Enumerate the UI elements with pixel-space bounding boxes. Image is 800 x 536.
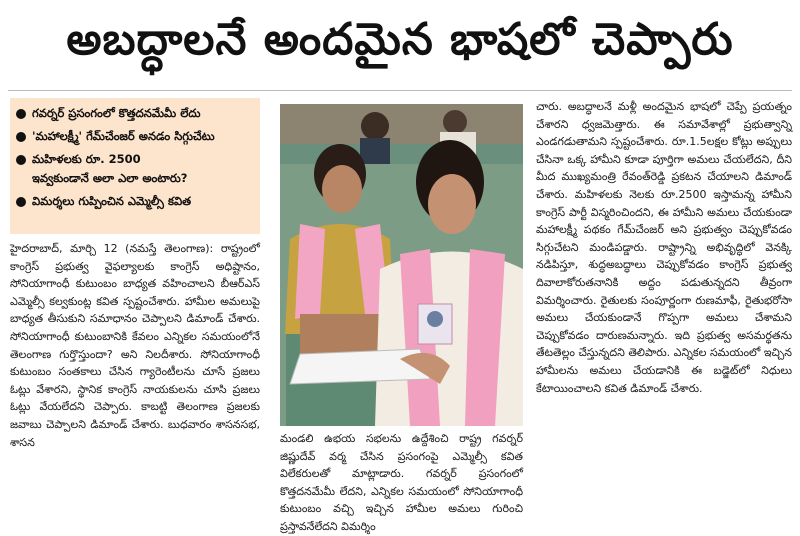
highlight-line: ఇవ్వకుండానే అలా ఎలా అంటారు? xyxy=(32,171,188,185)
highlight-text: 'మహాలక్ష్మీ' గేమ్‌చేంజర్ అనడం సిగ్గుచేటు xyxy=(32,129,215,143)
bullet-icon xyxy=(16,132,26,142)
highlight-item xyxy=(16,127,254,146)
highlight-item xyxy=(16,150,254,188)
article-column-3: చారు. అబద్ధాలనే మళ్లీ అందమైన భాషలో చెప్పే ప్రయత్నం చేశారని ధ్వజమెత్తారు. ఈ సమావేశాల్లో ప్రభుత్వాన్ని ఎండగడుతామని స్పష్టంచేశారు. రూ.1.5లక్షల కోట్లు అప్పులు చేసినా ఒక్క హామీని కూడా పూర్తిగా అమలు చేయలేదని, దీని మీద ముఖ్యమంత్రి రేవంత్‌రెడ్డి ప్రకటన చేయాలని డిమాండ్ చేశారు. మహిళలకు నెలకు రూ.2500 ఇస్తామన్న హామీని కాంగ్రెస్ పార్టీ విస్మరించిందని, ఈ హామీని అమలు చేయకుండా మహాలక్ష్మీ పథకం గేమ్‌చేంజర్ అని ప్రభుత్వం చెప్పుకోవడం సిగ్గుచేటని మండిపడ్డారు. రాష్ట్రాన్ని అభివృద్ధిలో వెనక్కి నడిపిస్తూ, శుద్ధఅబద్ధాలు చెప్పుకోవడం కాంగ్రెస్ ప్రభుత్వ దివాలాకోరుతనానికి అద్దం పడుతున్నదని తీవ్రంగా విమర్శించారు. రైతులకు సంపూర్ణంగా రుణమాఫీ, రైతుభరోసా అమలు చేయకుండానే గొప్పగా అమలు చేశామని చెప్పుకోవడం దారుణమన్నారు. ఇది ప్రభుత్వ అసమర్థతను తేటతెల్లం చేస్తున్నదని తెలిపారు. ఎన్నికల సమయంలో ఇచ్చిన హామీలను అమలు చేయడానికి ఈ బడ్జెట్‌లో నిధులు కేటాయించాలని కవిత డిమాండ్ చేశారు. xyxy=(536,100,792,395)
article-column-1: హైదరాబాద్, మార్చి 12 (నమస్తే తెలంగాణ): రాష్ట్రంలో కాంగ్రెస్ ప్రభుత్వ వైఫల్యాలకు కాంగ్రెస్ అధిష్టానం, సోనియాగాంధీ కుటుంబం బాధ్యత వహించాలని బీఆర్ఎస్ ఎమ్మెల్సీ కల్వకుంట్ల కవిత స్పష్టంచేశారు. హామీల అమలుపై బాధ్యత తీసుకుని సమాధానం చెప్పాలని డిమాండ్ చేశారు. సోనియాగాంధీ కుటుంబానికి కేవలం ఎన్నికల సమయంలోనే తెలంగాణ గుర్తొస్తుందా? అని నిలదీశారు. సోనియాగాంధీ కుటుంబం సంతకాలు చేసిన గ్యారెంటీలను చూసే ప్రజలు ఓట్లు వేశారని, స్థానిక కాంగ్రెస్ నాయకులను చూసి ప్రజలు ఓట్లు వేయలేదని చెప్పారు. కాబట్టి తెలంగాణ ప్రజలకు జవాబు చెప్పాలని డిమాండ్ చేశారు. బుధవారం శాసనసభ, శాసన xyxy=(10,242,260,449)
article-column-2: మండలి ఉభయ సభలను ఉద్దేశించి రాష్ట్ర గవర్నర్ జిష్ణుదేవ్ వర్మ చేసిన ప్రసంగంపై ఎమ్మెల్సీ కవిత విలేకరులతో మాట్లాడారు. గవర్నర్ ప్రసంగంలో కొత్తదనమేమీ లేదని, ఎన్నికల సమయంలో సోనియాగాంధీ కుటుంబం వచ్చి ఇచ్చిన హామీల అమలు గురించి ప్రస్తావనేలేదని విమర్శిం xyxy=(280,432,523,533)
highlight-item xyxy=(16,104,254,123)
photo-illustration xyxy=(280,104,523,426)
highlight-item xyxy=(16,192,254,211)
highlight-text xyxy=(32,150,187,188)
headline: అబద్ధాలనే అందమైన భాషలో చెప్పారు xyxy=(66,14,734,65)
bullet-icon xyxy=(16,155,26,165)
bullet-icon xyxy=(16,109,26,119)
assembly-photo xyxy=(280,104,523,426)
highlight-line: మహిళలకు రూ. 2500 xyxy=(32,152,141,166)
highlights-box xyxy=(10,98,260,234)
highlight-text: గవర్నర్ ప్రసంగంలో కొత్తదనమేమీ లేదు xyxy=(32,106,201,120)
highlight-text: విమర్శలు గుప్పించిన ఎమ్మెల్సీ కవిత xyxy=(32,194,192,208)
headline-rule xyxy=(8,90,792,91)
bullet-icon xyxy=(16,197,26,207)
